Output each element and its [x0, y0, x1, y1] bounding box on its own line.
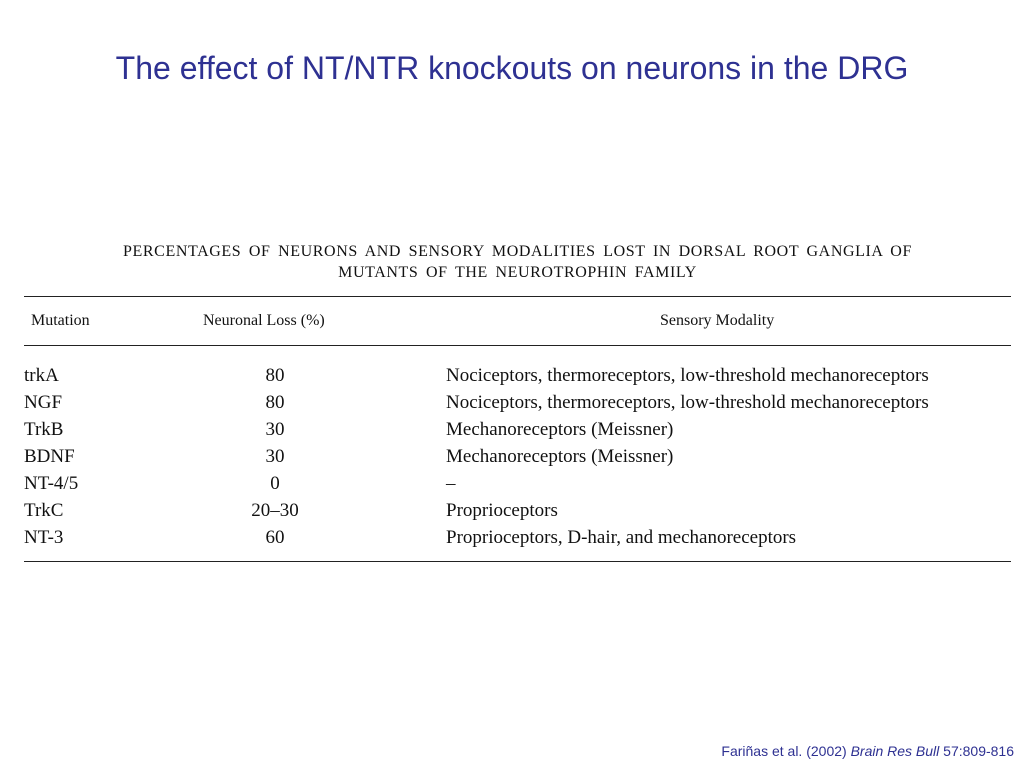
cell-mutation: NT-4/5 [24, 473, 79, 494]
table-row [0, 389, 1024, 416]
citation-reference: 57:809-816 [939, 743, 1014, 759]
cell-mutation: BDNF [24, 446, 75, 467]
citation-authors: Fariñas et al. (2002) [721, 743, 851, 759]
cell-sensory-modality: Proprioceptors, D-hair, and mechanoreceptors [446, 527, 797, 548]
citation-journal: Brain Res Bull [850, 743, 940, 759]
table-top-rule [24, 296, 1011, 297]
table-row [0, 524, 1024, 551]
cell-sensory-modality: Proprioceptors [446, 500, 558, 521]
header-sensory-modality: Sensory Modality [660, 312, 775, 329]
cell-sensory-modality: Mechanoreceptors (Meissner) [446, 446, 674, 467]
table-row [0, 416, 1024, 443]
citation [721, 743, 1014, 759]
cell-neuronal-loss: 30 [265, 446, 285, 467]
cell-neuronal-loss: 80 [265, 392, 285, 413]
cell-sensory-modality: – [446, 473, 456, 494]
cell-sensory-modality: Mechanoreceptors (Meissner) [446, 419, 674, 440]
table-caption-line-2: MUTANTS OF THE NEUROTROPHIN FAMILY [338, 264, 697, 281]
cell-neuronal-loss: 30 [265, 419, 285, 440]
cell-sensory-modality: Nociceptors, thermoreceptors, low-threshold mechanoreceptors [446, 392, 929, 413]
cell-mutation: NGF [24, 392, 63, 413]
table-row [0, 362, 1024, 389]
header-neuronal-loss: Neuronal Loss (%) [203, 312, 325, 329]
cell-neuronal-loss: 60 [265, 527, 285, 548]
cell-mutation: TrkC [24, 500, 64, 521]
cell-neuronal-loss: 0 [270, 473, 280, 494]
cell-neuronal-loss: 80 [265, 365, 285, 386]
slide-title: The effect of NT/NTR knockouts on neurons in the DRG [115, 50, 909, 86]
cell-neuronal-loss: 20–30 [251, 500, 299, 521]
cell-mutation: TrkB [24, 419, 64, 440]
table-caption-line-1: PERCENTAGES OF NEURONS AND SENSORY MODALITIES LOST IN DORSAL ROOT GANGLIA OF [123, 243, 912, 260]
table-row [0, 443, 1024, 470]
table-row [0, 497, 1024, 524]
cell-sensory-modality: Nociceptors, thermoreceptors, low-threshold mechanoreceptors [446, 365, 929, 386]
table-row [0, 470, 1024, 497]
header-mutation: Mutation [31, 312, 90, 329]
cell-mutation: NT-3 [24, 527, 64, 548]
table-body [0, 362, 1024, 551]
cell-mutation: trkA [24, 365, 59, 386]
table-caption [40, 241, 995, 283]
table-bottom-rule [24, 561, 1011, 562]
table-header-rule [24, 345, 1011, 346]
